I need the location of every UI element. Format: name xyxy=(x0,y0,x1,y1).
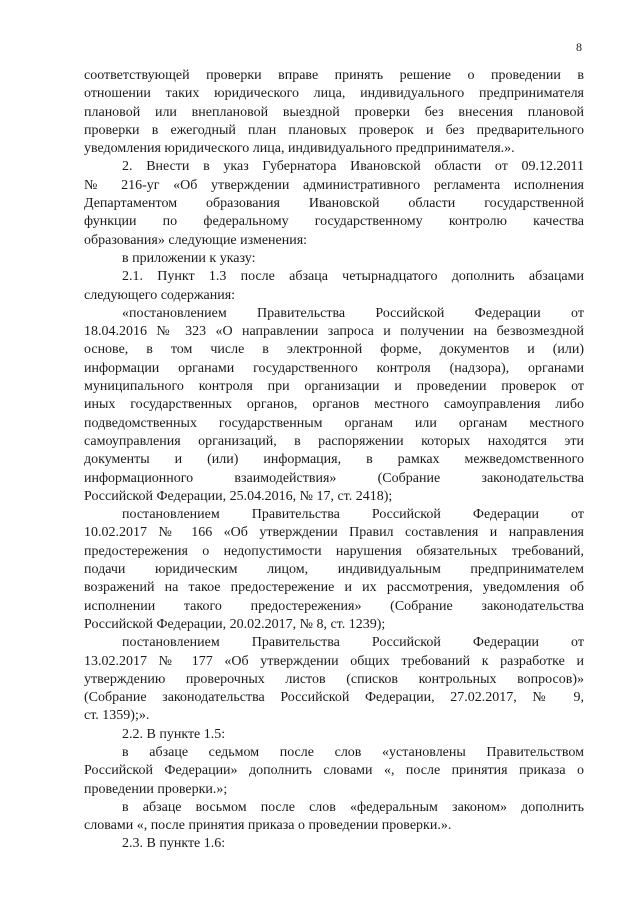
text-line: Российской Федерации, 25.04.2016, № 17, ст. 2418); xyxy=(84,488,393,504)
text-line: проведении проверки.»; xyxy=(84,781,228,797)
text-line: в приложении к указу: xyxy=(122,250,256,266)
text-line: 13.02.2017 № 177 «Об утверждении общих требований к разработке и xyxy=(84,653,584,669)
text-line: 2.2. В пункте 1.5: xyxy=(122,726,226,742)
text-line: ст. 1359);». xyxy=(84,708,150,724)
text-line: муниципального контроля при организации и проведении проверок от xyxy=(84,379,584,395)
text-line: 2.3. В пункте 1.6: xyxy=(122,836,226,852)
text-line: утверждению проверочных листов (списков контрольных вопросов)» xyxy=(84,671,584,687)
text-line: Департаментом образования Ивановской области государственной xyxy=(84,196,584,212)
text-line: в абзаце восьмом после слов «федеральным законом» дополнить xyxy=(122,799,584,815)
text-line: уведомления юридического лица, индивидуального предпринимателя.». xyxy=(84,141,515,157)
text-line: «постановлением Правительства Российской Федерации от xyxy=(122,305,584,321)
document-body xyxy=(84,67,584,854)
text-line: информации органами государственного контроля (надзора), органами xyxy=(84,360,584,376)
text-line: подачи юридическим лицом, индивидуальным предпринимателем xyxy=(84,562,584,578)
text-line: 2. Внести в указ Губернатора Ивановской области от 09.12.2011 xyxy=(122,159,584,175)
text-line: словами «, после принятия приказа о проведении проверки.». xyxy=(84,818,452,834)
text-line: Российской Федерации» дополнить словами «, после принятия приказа о xyxy=(84,763,584,779)
text-line: проверки в ежегодный план плановых проверок и без предварительного xyxy=(84,122,584,138)
text-line: отношении таких юридического лица, индивидуального предпринимателя xyxy=(84,86,584,102)
text-line: в абзаце седьмом после слов «установлены Правительством xyxy=(122,744,584,760)
text-line: постановлением Правительства Российской Федерации от xyxy=(122,635,584,651)
text-line: функции по федеральному государственному контролю качества xyxy=(84,214,584,230)
text-line: возражений на такое предостережение и их рассмотрения, уведомления об xyxy=(84,580,584,596)
text-line: иных государственных органов, органов местного самоуправления либо xyxy=(84,397,584,413)
text-line: № 216-уг «Об утверждении административного регламента исполнения xyxy=(84,177,584,193)
text-line: соответствующей проверки вправе принять решение о проведении в xyxy=(84,68,584,83)
text-line: предостережения о недопустимости нарушения обязательных требований, xyxy=(84,543,584,559)
page-number: 8 xyxy=(576,40,582,54)
text-line: постановлением Правительства Российской Федерации от xyxy=(122,507,584,523)
text-line: плановой или внеплановой выездной проверки без внесения плановой xyxy=(84,104,584,120)
text-line: Российской Федерации, 20.02.2017, № 8, ст. 1239); xyxy=(84,616,386,632)
text-line: исполнении такого предостережения» (Собрание законодательства xyxy=(84,598,584,614)
text-line: информационного взаимодействия» (Собрание законодательства xyxy=(84,470,584,486)
text-line: 2.1. Пункт 1.3 после абзаца четырнадцатого дополнить абзацами xyxy=(122,269,584,285)
text-line: документы и (или) информация, в рамках межведомственного xyxy=(84,452,584,468)
text-line: 10.02.2017 № 166 «Об утверждении Правил составления и направления xyxy=(84,525,584,541)
text-line: основе, в том числе в электронной форме, документов и (или) xyxy=(84,342,584,358)
text-line: образования» следующие изменения: xyxy=(84,232,308,248)
text-line: 18.04.2016 № 323 «О направлении запроса и получении на безвозмездной xyxy=(84,324,584,340)
text-line: подведомственных государственным органам или органам местного xyxy=(84,415,584,431)
text-line: следующего содержания: xyxy=(84,287,236,303)
text-line: самоуправления организаций, в распоряжении которых находятся эти xyxy=(84,433,584,449)
text-line: (Собрание законодательства Российской Федерации, 27.02.2017, № 9, xyxy=(84,690,584,706)
